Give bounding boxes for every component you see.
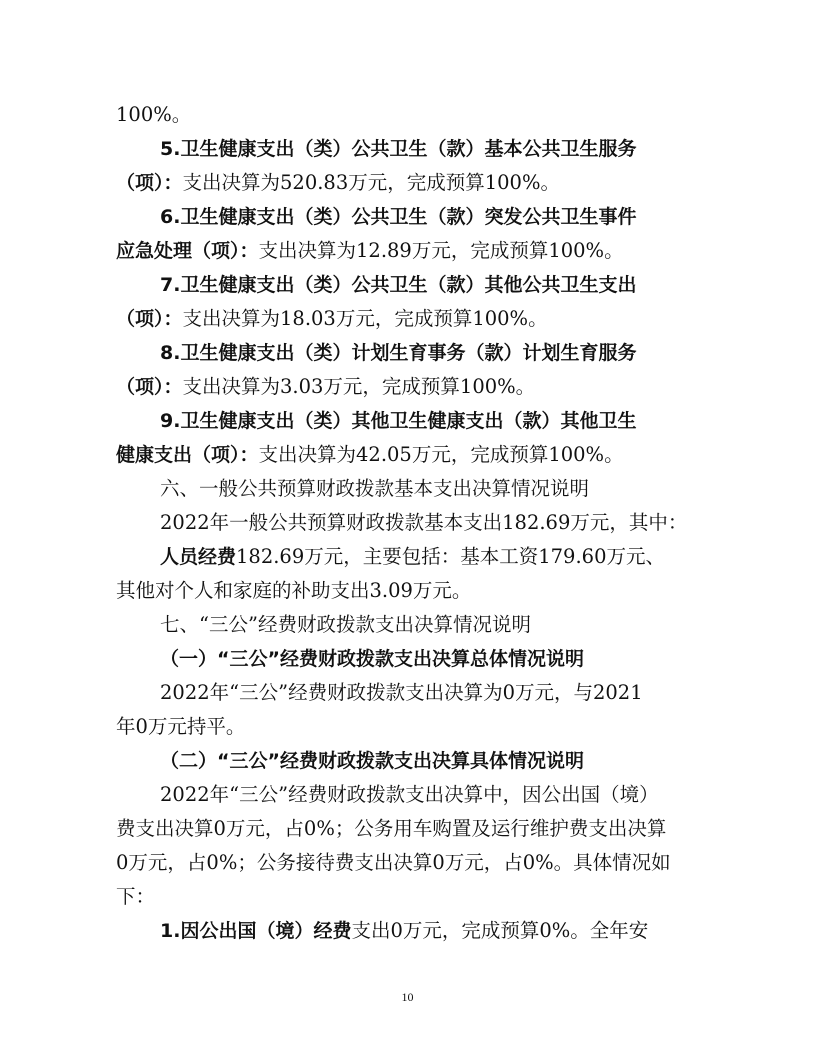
item-5-heading: 5.卫生健康支出（类）公共卫生（款）基本公共卫生服务 — [160, 138, 637, 160]
page-number: 10 — [401, 990, 414, 1004]
item-8-detail: （项）：支出决算为3.03万元，完成预算100%。 — [116, 375, 536, 398]
item-6-heading: 6.卫生健康支出（类）公共卫生（款）突发公共卫生事件 — [160, 206, 637, 228]
text-line: 2022年“三公”经费财政拨款支出决算中，因公出国（境） — [160, 783, 659, 806]
item-9-heading: 9.卫生健康支出（类）其他卫生健康支出（款）其他卫生 — [160, 410, 637, 432]
item-5-detail: （项）：支出决算为520.83万元，完成预算100%。 — [116, 171, 560, 194]
text-line: 2022年“三公”经费财政拨款支出决算为0万元，与2021 — [160, 681, 643, 704]
item-9-detail: 健康支出（项）：支出决算为42.05万元，完成预算100%。 — [116, 443, 624, 466]
item-8-heading: 8.卫生健康支出（类）计划生育事务（款）计划生育服务 — [160, 342, 637, 364]
text-line: 100%。 — [116, 103, 192, 126]
text-line: 2022年一般公共预算财政拨款基本支出182.69万元，其中： — [160, 511, 688, 534]
subsection-2-title: （二）“三公”经费财政拨款支出决算具体情况说明 — [160, 750, 584, 772]
text-line: 费支出决算0万元，占0%；公务用车购置及运行维护费支出决算 — [116, 817, 667, 840]
item-6-detail: 应急处理（项）：支出决算为12.89万元，完成预算100%。 — [116, 239, 624, 262]
text-line: 下： — [116, 885, 156, 908]
section-7-title: 七、“三公”经费财政拨款支出决算情况说明 — [160, 613, 531, 636]
subsection-1-title: （一）“三公”经费财政拨款支出决算总体情况说明 — [160, 648, 584, 670]
item-7-detail: （项）：支出决算为18.03万元，完成预算100%。 — [116, 307, 548, 330]
text-line: 其他对个人和家庭的补助支出3.09万元。 — [116, 579, 472, 602]
text-line: 0万元，占0%；公务接待费支出决算0万元，占0%。具体情况如 — [116, 851, 671, 874]
text-line: 年0万元持平。 — [116, 715, 246, 738]
section-6-title: 六、一般公共预算财政拨款基本支出决算情况说明 — [160, 477, 590, 500]
item-travel-abroad: 1.因公出国（境）经费支出0万元，完成预算0%。全年安 — [160, 919, 649, 942]
item-7-heading: 7.卫生健康支出（类）公共卫生（款）其他公共卫生支出 — [160, 274, 637, 296]
text-line: 人员经费182.69万元，主要包括：基本工资179.60万元、 — [160, 545, 665, 568]
